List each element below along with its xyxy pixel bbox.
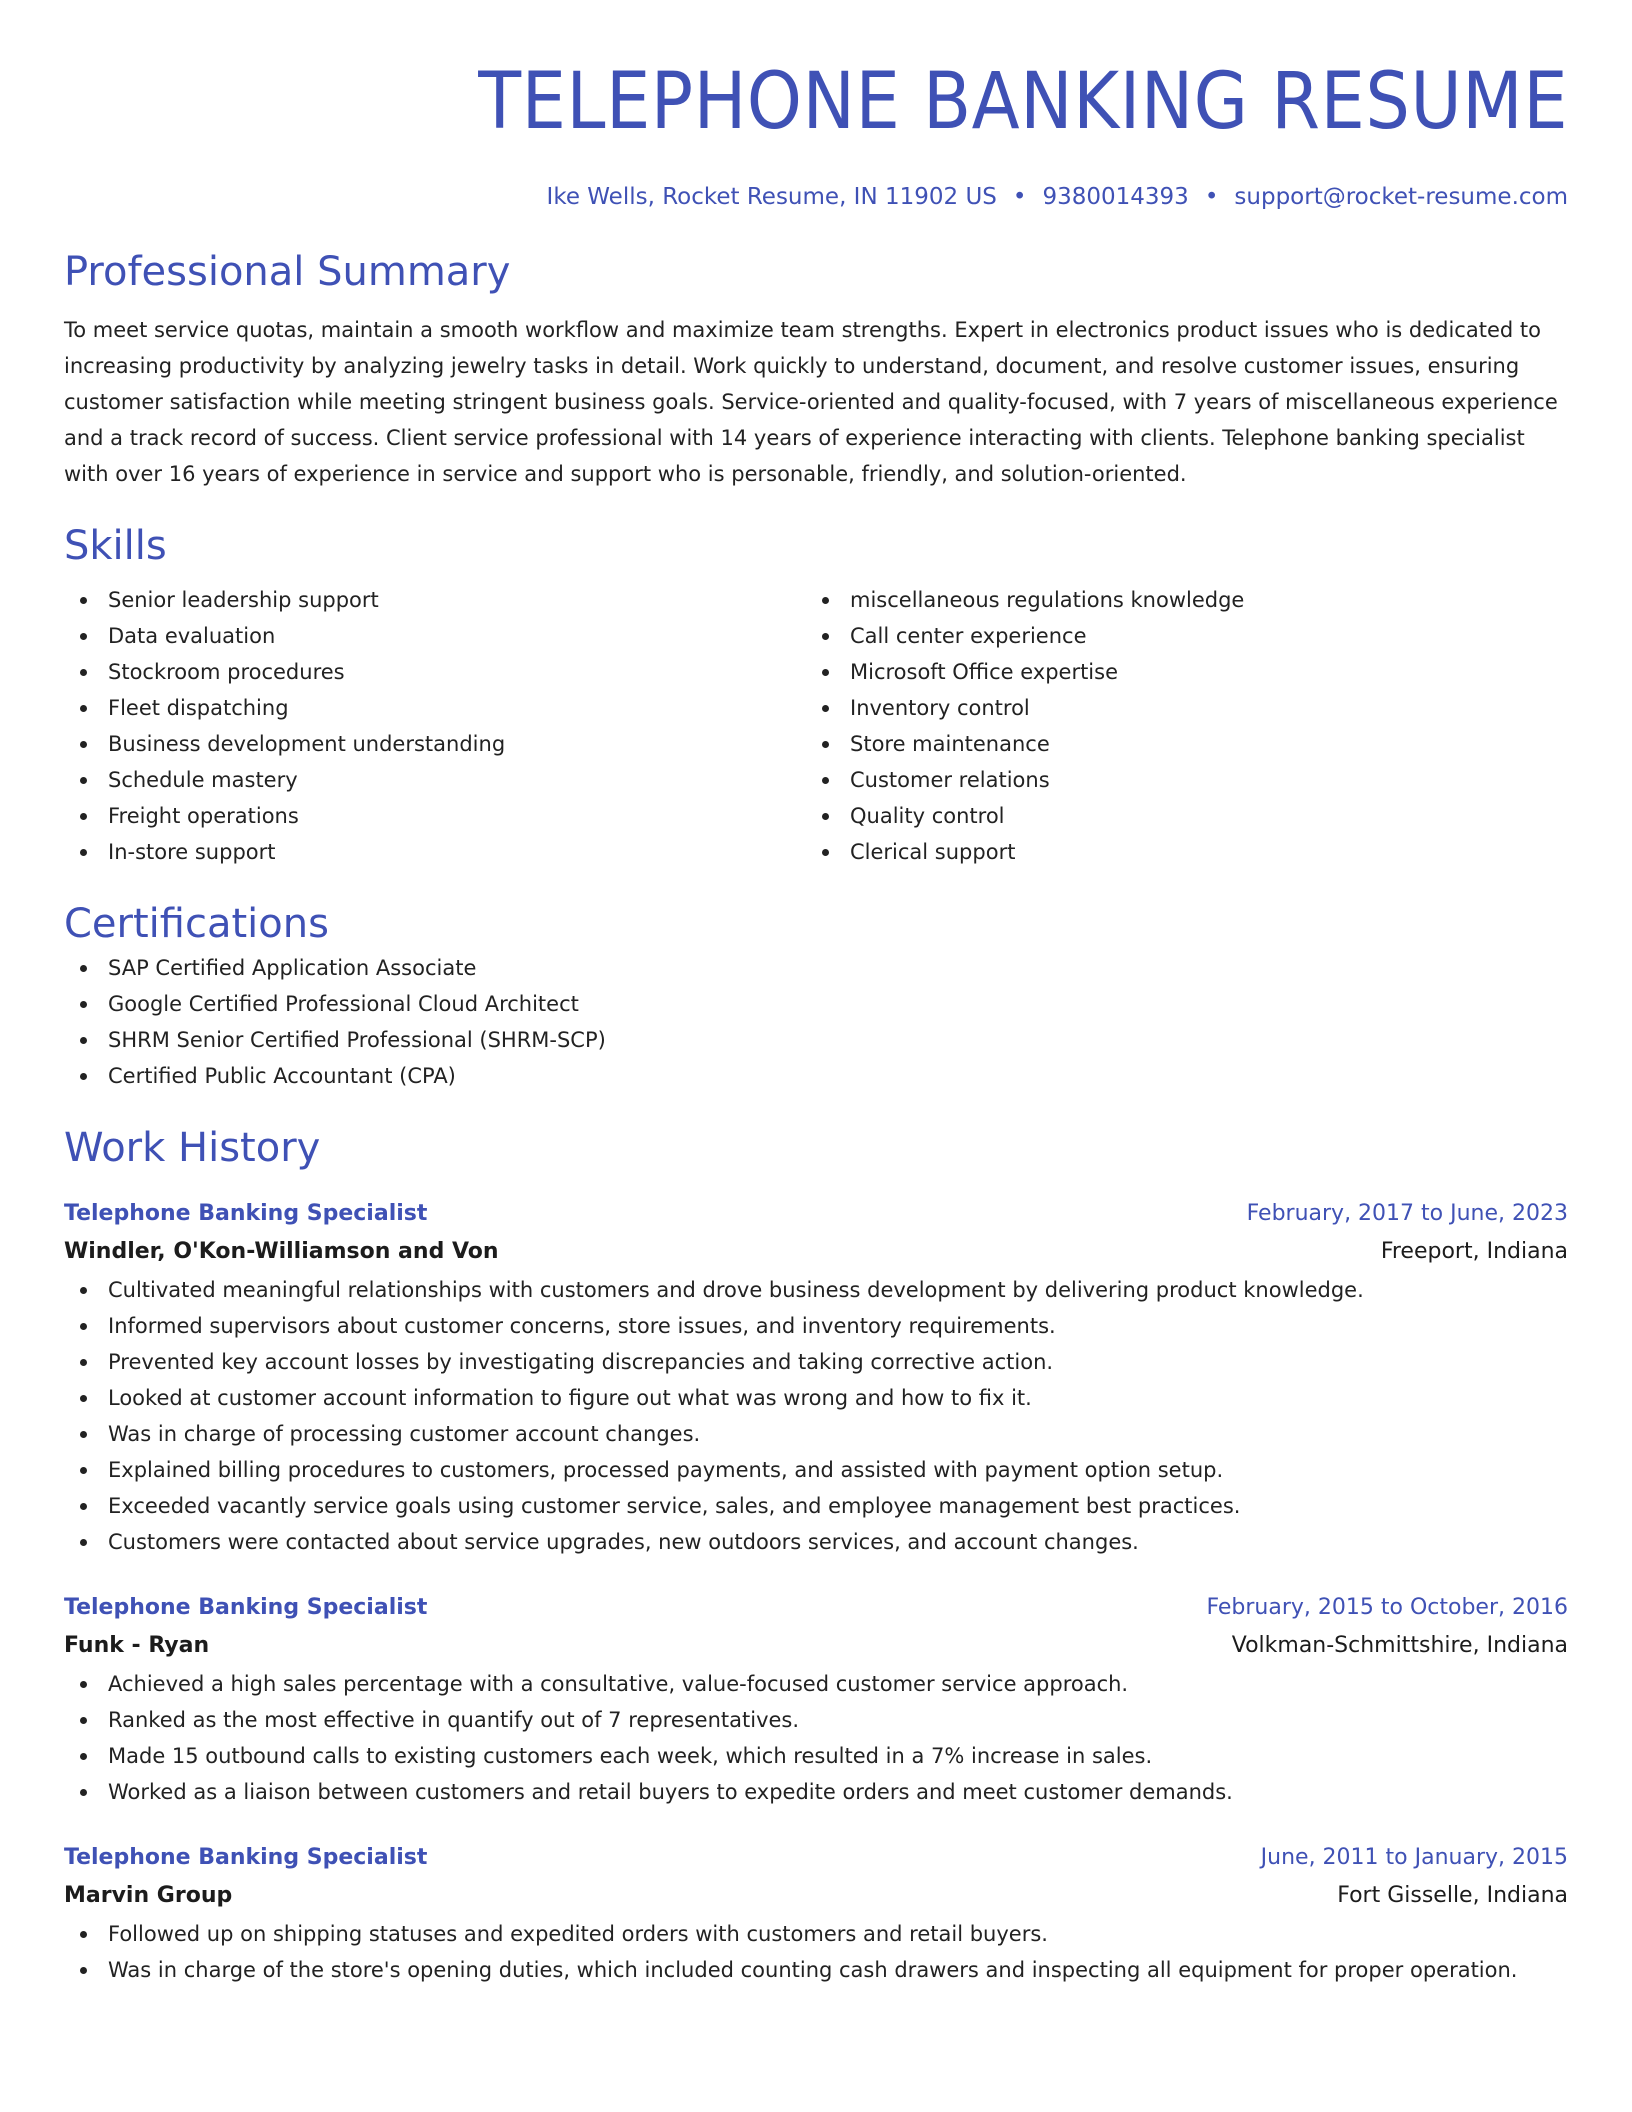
job-location: Freeport, Indiana — [1380, 1239, 1568, 1264]
job-duties-list — [64, 1272, 1568, 1560]
summary-text: To meet service quotas, maintain a smooth workflow and maximize team strengths. Expert in electronics product issues who is dedicated to increasing productivity by analyzing jewelry tasks in detail. Work quickly to understand, document, and resolve customer issues, ensuring customer satisfaction while meeting stringent business goals. Service-oriented and quality-focused, with 7 years of miscellaneous experience and a track record of success. Client service professional with 14 years of experience interacting with clients. Telephone banking specialist with over 16 years of experience in service and support who is personable, friendly, and solution-oriented. — [64, 318, 1558, 486]
job-dates: June, 2011 to January, 2015 — [1260, 1845, 1568, 1870]
job-duty-item: Followed up on shipping statuses and expedited orders with customers and retail buyers. — [64, 1916, 1568, 1952]
job-title: Telephone Banking Specialist — [64, 1595, 428, 1620]
job-duty-item: Cultivated meaningful relationships with customers and drove business development by delivering product knowledge. — [64, 1272, 1568, 1308]
skill-item: In-store support — [64, 834, 806, 870]
job-entry — [64, 1590, 1568, 1810]
summary-heading: Professional Summary — [64, 249, 511, 295]
certification-item: SHRM Senior Certified Professional (SHRM-SCP) — [64, 1022, 1568, 1058]
job-entry — [64, 1196, 1568, 1560]
contact-address: Ike Wells, Rocket Resume, IN 11902 US — [546, 184, 997, 210]
job-header-row — [64, 1840, 1568, 1876]
job-duty-item: Looked at customer account information to figure out what was wrong and how to fix it. — [64, 1380, 1568, 1416]
skill-item: Freight operations — [64, 798, 806, 834]
certification-item: Certified Public Accountant (CPA) — [64, 1058, 1568, 1094]
job-duty-item: Achieved a high sales percentage with a consultative, value-focused customer service approach. — [64, 1666, 1568, 1702]
job-dates: February, 2015 to October, 2016 — [1206, 1595, 1568, 1620]
work-history-heading: Work History — [64, 1125, 321, 1171]
skills-list-left — [64, 582, 806, 870]
job-duties-list — [64, 1666, 1568, 1810]
job-company-row — [64, 1876, 1568, 1916]
job-duty-item: Made 15 outbound calls to existing customers each week, which resulted in a 7% increase in sales. — [64, 1738, 1568, 1774]
job-entry — [64, 1840, 1568, 1988]
skill-item: Store maintenance — [806, 726, 1548, 762]
skill-item: Call center experience — [806, 618, 1548, 654]
job-location: Fort Gisselle, Indiana — [1337, 1883, 1568, 1908]
job-duty-item: Exceeded vacantly service goals using customer service, sales, and employee management best practices. — [64, 1488, 1568, 1524]
job-title: Telephone Banking Specialist — [64, 1845, 428, 1870]
contact-separator: • — [1204, 184, 1219, 210]
job-duty-item: Informed supervisors about customer concerns, store issues, and inventory requirements. — [64, 1308, 1568, 1344]
job-dates: February, 2017 to June, 2023 — [1246, 1201, 1568, 1226]
job-duty-item: Customers were contacted about service upgrades, new outdoors services, and account changes. — [64, 1524, 1568, 1560]
skill-item: Schedule mastery — [64, 762, 806, 798]
job-company-row — [64, 1626, 1568, 1666]
job-duty-item: Explained billing procedures to customers, processed payments, and assisted with payment option setup. — [64, 1452, 1568, 1488]
skills-grid — [64, 582, 1568, 870]
skills-column-left — [64, 582, 806, 870]
job-company: Windler, O'Kon-Williamson and Von — [64, 1239, 499, 1264]
job-header-row — [64, 1196, 1568, 1232]
job-location: Volkman-Schmittshire, Indiana — [1231, 1633, 1568, 1658]
certification-item: SAP Certified Application Associate — [64, 950, 1568, 986]
skills-heading: Skills — [64, 523, 167, 569]
contact-phone: 9380014393 — [1042, 184, 1189, 210]
certifications-list — [64, 950, 1568, 1094]
skill-item: Fleet dispatching — [64, 690, 806, 726]
skill-item: Quality control — [806, 798, 1548, 834]
job-header-row — [64, 1590, 1568, 1626]
certifications-heading: Certifications — [64, 901, 329, 947]
skill-item: Inventory control — [806, 690, 1548, 726]
skills-column-right — [806, 582, 1548, 870]
job-company: Marvin Group — [64, 1883, 233, 1908]
skill-item: Senior leadership support — [64, 582, 806, 618]
skill-item: Stockroom procedures — [64, 654, 806, 690]
resume-title: TELEPHONE BANKING RESUME — [478, 57, 1568, 147]
skill-item: Clerical support — [806, 834, 1548, 870]
contact-separator: • — [1012, 184, 1027, 210]
skills-list-right — [806, 582, 1548, 870]
skill-item: miscellaneous regulations knowledge — [806, 582, 1548, 618]
skill-item: Business development understanding — [64, 726, 806, 762]
job-duty-item: Prevented key account losses by investigating discrepancies and taking corrective action. — [64, 1344, 1568, 1380]
job-duty-item: Ranked as the most effective in quantify out of 7 representatives. — [64, 1702, 1568, 1738]
contact-email[interactable]: support@rocket-resume.com — [1234, 184, 1568, 210]
job-duties-list — [64, 1916, 1568, 1988]
skill-item: Customer relations — [806, 762, 1548, 798]
skill-item: Data evaluation — [64, 618, 806, 654]
job-duty-item: Worked as a liaison between customers and retail buyers to expedite orders and meet customer demands. — [64, 1774, 1568, 1810]
job-company-row — [64, 1232, 1568, 1272]
job-duty-item: Was in charge of the store's opening duties, which included counting cash drawers and inspecting all equipment for proper operation. — [64, 1952, 1568, 1988]
certification-item: Google Certified Professional Cloud Architect — [64, 986, 1568, 1022]
skill-item: Microsoft Office expertise — [806, 654, 1548, 690]
job-company: Funk - Ryan — [64, 1633, 210, 1658]
job-duty-item: Was in charge of processing customer account changes. — [64, 1416, 1568, 1452]
job-title: Telephone Banking Specialist — [64, 1201, 428, 1226]
contact-line — [64, 180, 1568, 214]
